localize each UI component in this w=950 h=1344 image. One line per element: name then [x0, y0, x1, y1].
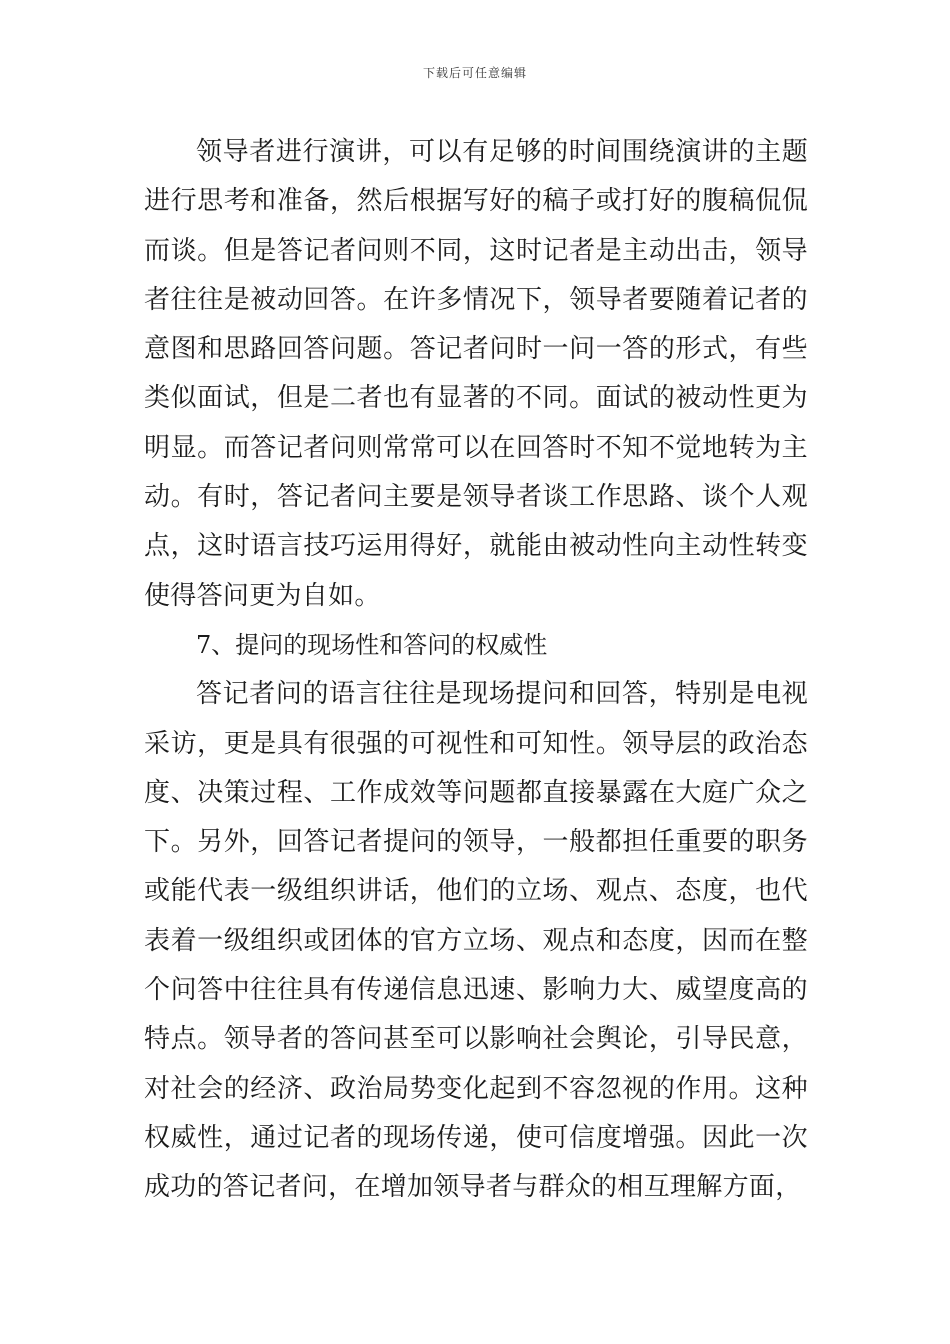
page-header: 下载后可任意编辑 — [422, 66, 527, 80]
document-body — [144, 128, 808, 1213]
section-heading: 7、提问的现场性和答问的权威性 — [196, 630, 548, 659]
paragraph-authority: 答记者问的语言往往是现场提问和回答，特别是电视采访，更是具有很强的可视性和可知性。领导层的政治态度、决策过程、工作成效等问题都直接暴露在大庭广众之下。另外，回答记者提问的领导，一般都担任重要的职务或能代表一级组织讲话，他们的立场、观点、态度，也代表着一级组织或团体的官方立场、观点和态度，因而在整个问答中往往具有传递信息迅速、影响力大、威望度高的特点。领导者的答问甚至可以影响社会舆论，引导民意，对社会的经济、政治局势变化起到不容忽视的作用。这种权威性，通过记者的现场传递，使可信度增强。因此一次成功的答记者问，在增加领导者与群众的相互理解方面， — [144, 679, 808, 1203]
paragraph-speech-vs-interview: 领导者进行演讲，可以有足够的时间围绕演讲的主题进行思考和准备，然后根据写好的稿子或打好的腹稿侃侃而谈。但是答记者问则不同，这时记者是主动出击，领导者往往是被动回答。在许多情况下，领导者要随着记者的意图和思路回答问题。答记者问时一问一答的形式，有些类似面试，但是二者也有显著的不同。面试的被动性更为明显。而答记者问则常常可以在回答时不知不觉地转为主动。有时，答记者问主要是领导者谈工作思路、谈个人观点，这时语言技巧运用得好，就能由被动性向主动性转变使得答问更为自如。 — [144, 137, 808, 611]
